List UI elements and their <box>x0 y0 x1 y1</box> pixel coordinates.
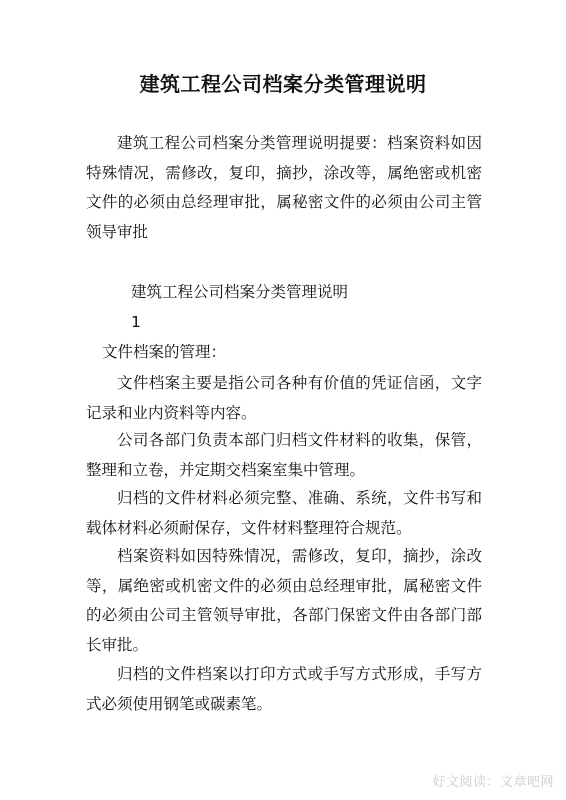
body-paragraph: 公司各部门负责本部门归档文件材料的收集，保管，整理和立卷，并定期交档案室集中管理。 <box>86 431 482 479</box>
abstract-paragraph: 建筑工程公司档案分类管理说明提要：档案资料如因特殊情况，需修改，复印，摘抄，涂改等，属绝密或机密文件的必须由总经理审批，属秘密文件的必须由公司主管领导审批 <box>86 134 482 241</box>
document-subtitle: 建筑工程公司档案分类管理说明 <box>131 283 349 301</box>
body-paragraph: 档案资料如因特殊情况，需修改，复印，摘抄，涂改等，属绝密或机密文件的必须由总经理审批，属秘密文件的必须由公司主管领导审批，各部门保密文件由各部门部长审批。 <box>86 547 482 654</box>
body-paragraph: 归档的文件档案以打印方式或手写方式形成，手写方式必须使用钢笔或碳素笔。 <box>86 665 482 713</box>
body-paragraph: 归档的文件材料必须完整、准确、系统，文件书写和载体材料必须耐保存，文件材料整理符合规范。 <box>86 489 482 537</box>
body-paragraph: 文件档案主要是指公司各种有价值的凭证信函，文字记录和业内资料等内容。 <box>86 374 482 422</box>
watermark-text: 好文阅读：文章吧网 <box>432 775 554 790</box>
page-title: 建筑工程公司档案分类管理说明 <box>139 72 427 96</box>
section-number: 1 <box>131 313 141 331</box>
section-heading: 文件档案的管理： <box>102 343 227 361</box>
